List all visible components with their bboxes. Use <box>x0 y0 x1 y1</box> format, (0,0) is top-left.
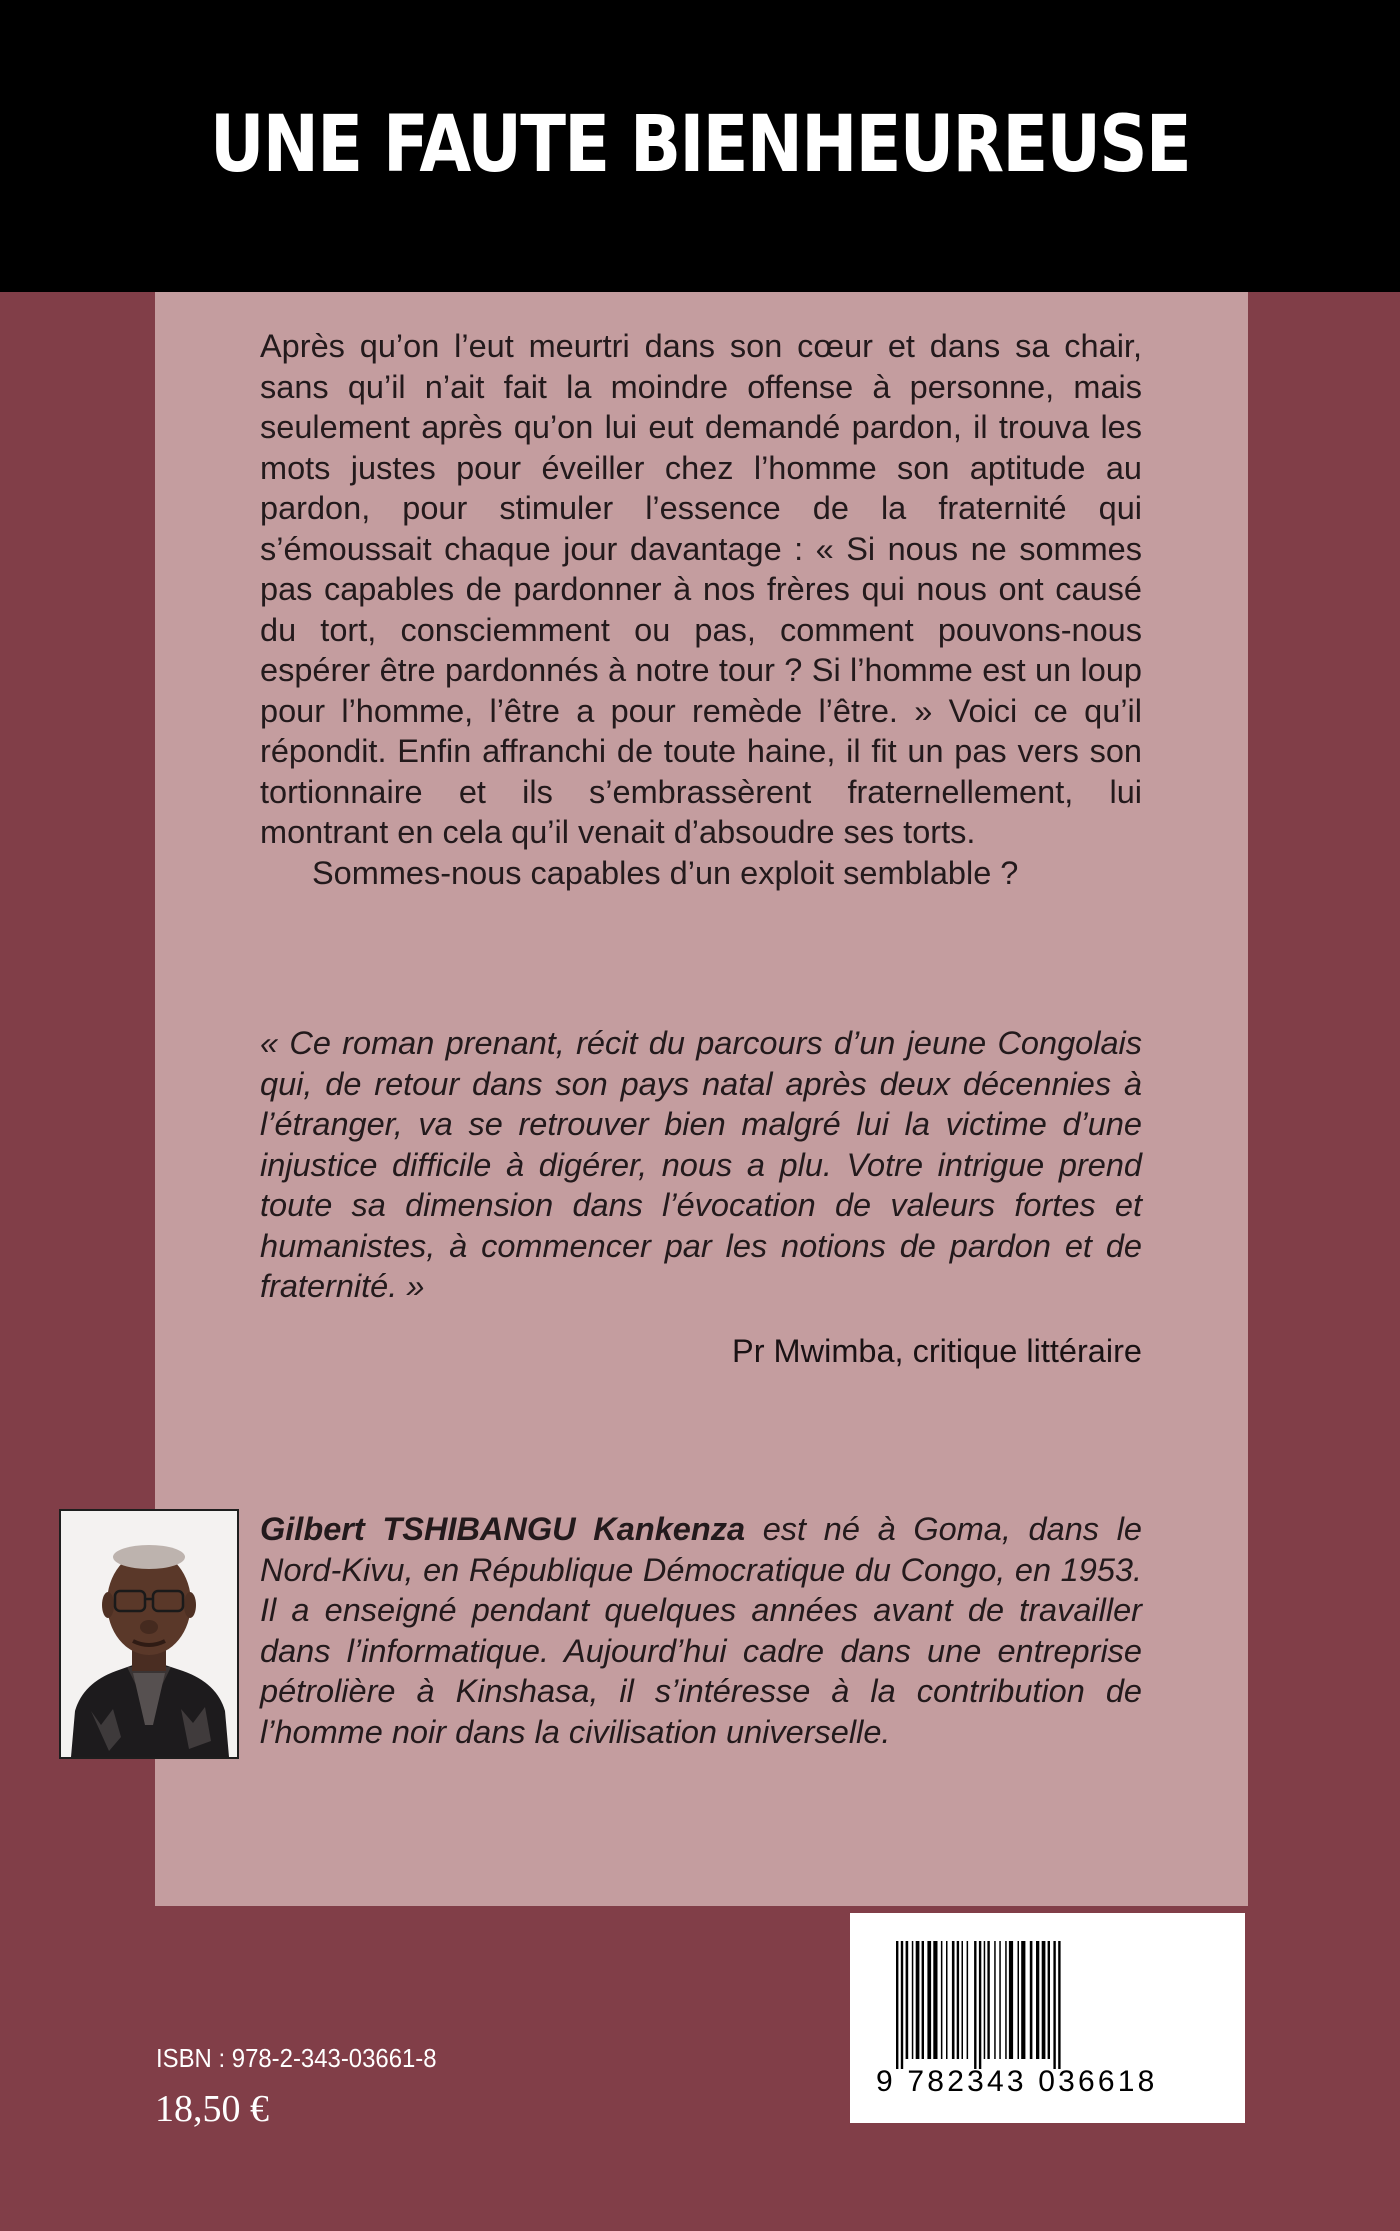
book-title: UNE FAUTE BIENHEUREUSE <box>210 100 1190 190</box>
barcode-bar <box>967 1941 969 2059</box>
barcode-bar <box>974 1941 976 2069</box>
review-quote-text: « Ce roman prenant, récit du parcours d’un jeune Congolais qui, de retour dans son pays natal après deux décennies à l’étranger, va se retrouver bien malgré lui la victime d’une injustice difficile à digérer, nous a plu. Votre intrigue prend toute sa dimension dans l’évocation de valeurs fortes et humanistes, à commencer par les notions de pardon et de fraternité. » <box>260 1025 1142 1304</box>
review-attribution: Pr Mwimba, critique littéraire <box>732 1333 1142 1369</box>
barcode-bar <box>994 1941 996 2059</box>
barcode-bar <box>1018 1941 1020 2059</box>
barcode-bar <box>1058 1941 1060 2069</box>
barcode-bar <box>1048 1941 1050 2059</box>
barcode-bar <box>933 1941 937 2059</box>
barcode-bar <box>1036 1941 1039 2059</box>
title-band <box>0 0 1400 292</box>
author-portrait-icon <box>61 1511 237 1757</box>
barcode-bar <box>987 1941 989 2059</box>
barcode-bar <box>901 1941 903 2069</box>
barcode-bar <box>946 1941 948 2059</box>
barcode-bar <box>927 1941 931 2059</box>
barcode-bar <box>896 1941 898 2069</box>
author-bio-body: est né à Goma, dans le Nord-Kivu, en République Démocratique du Congo, en 1953. Il a enseigné pendant quelques années avant de travailler dans l’informatique. Aujourd’hui cadre dans une entreprise pétrolière à Kinshasa, il s’intéresse à la contribution de l’homme noir dans la civilisation universelle. <box>260 1511 1143 1750</box>
barcode-bar <box>922 1941 924 2059</box>
isbn: ISBN : 978-2-343-03661-8 <box>156 2043 437 2073</box>
synopsis-paragraph: Après qu’on l’eut meurtri dans son cœur et dans sa chair, sans qu’il n’ait fait la moindre offense à personne, mais seulement après qu’on lui eut demandé pardon, il trouva les mots justes pour éveiller chez l’homme son aptitude au pardon, pour stimuler l’essence de la fraternité qui s’émoussait chaque jour davantage : « Si nous ne sommes pas capables de pardonner à nos frères qui nous ont causé du tort, consciemment ou pas, comment pouvons-nous espérer être pardonnés à notre tour ? Si l’homme est un loup pour l’homme, l’être a pour remède l’être. » Voici ce qu’il répondit. Enfin affranchi de toute haine, il fit un pas vers son tortionnaire et ils s’embrassèrent fraternellement, lui montrant en cela qu’il venait d’absoudre ses torts. <box>260 328 1142 850</box>
review-quote <box>260 1023 1142 1307</box>
synopsis <box>260 326 1142 893</box>
barcode-bar <box>984 1941 986 2059</box>
barcode-digits: 9 782343 036618 <box>876 2065 1158 2098</box>
barcode-bar <box>1005 1941 1007 2059</box>
author-name: Gilbert TSHIBANGU Kankenza <box>260 1511 746 1547</box>
barcode-bar <box>916 1941 920 2059</box>
synopsis-question: Sommes-nous capables d’un exploit semblable ? <box>312 854 1019 891</box>
barcode-bar <box>957 1941 959 2059</box>
barcode-bar <box>1021 1941 1025 2059</box>
barcode-bar <box>952 1941 955 2059</box>
author-photo <box>59 1509 239 1759</box>
barcode-bar <box>979 1941 981 2069</box>
barcode-bar <box>1030 1941 1033 2059</box>
barcode-bar <box>906 1941 909 2059</box>
author-bio <box>260 1509 1142 1752</box>
barcode-bar <box>912 1941 914 2059</box>
author-bio-text <box>260 1509 1142 1752</box>
barcode-bar <box>1009 1941 1013 2059</box>
barcode-bar <box>999 1941 1001 2059</box>
barcode <box>850 1913 1245 2123</box>
barcode-bar <box>1053 1941 1055 2069</box>
barcode-bar <box>962 1941 964 2059</box>
barcode-bar <box>941 1941 943 2059</box>
price: 18,50 € <box>155 2088 269 2130</box>
barcode-bar <box>1042 1941 1046 2059</box>
